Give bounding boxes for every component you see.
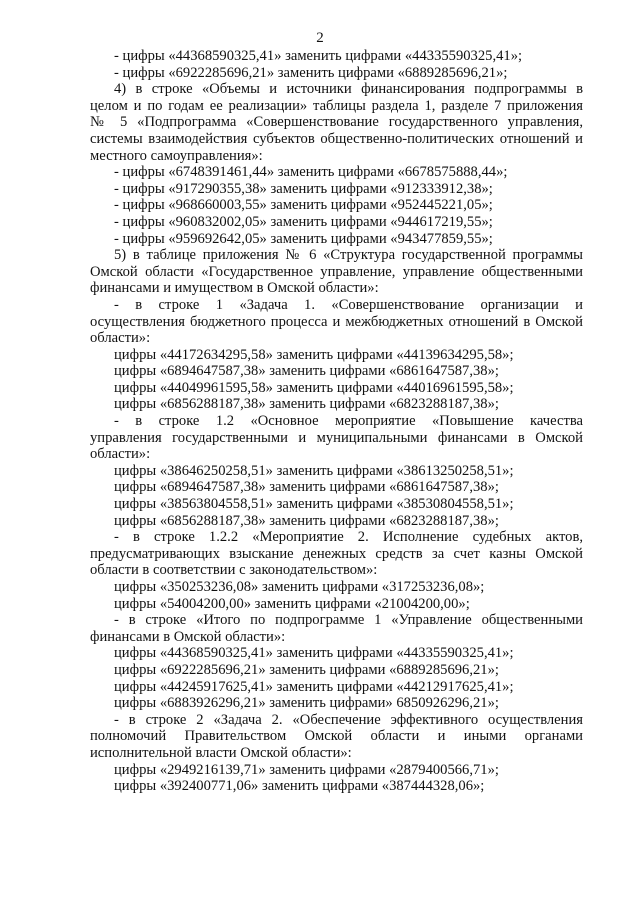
text-line: финансами и имуществом в Омской области»: bbox=[90, 280, 379, 297]
text-line: цифры «392400771,06» заменить цифрами «387444328,06»; bbox=[114, 778, 485, 795]
document-body bbox=[90, 48, 583, 795]
text-line: цифры «38563804558,51» заменить цифрами «38530804558,51»; bbox=[114, 496, 514, 513]
text-line: целом и по годам ее реализации» таблицы раздела 1, разделе 7 приложения bbox=[90, 97, 583, 114]
text-line: цифры «44368590325,41» заменить цифрами «44335590325,41»; bbox=[114, 645, 514, 662]
text-line: предусматривающих взыскание денежных средств за счет казны Омской bbox=[90, 545, 583, 562]
text-line: - цифры «917290355,38» заменить цифрами «912333912,38»; bbox=[114, 180, 493, 197]
text-line: цифры «6856288187,38» заменить цифрами «6823288187,38»; bbox=[114, 512, 499, 529]
text-line: - в строке 1 «Задача 1. «Совершенствование организации и bbox=[114, 296, 583, 313]
text-line: цифры «6894647587,38» заменить цифрами «6861647587,38»; bbox=[114, 363, 499, 380]
text-line: № 5 «Подпрограмма «Совершенствование государственного управления, bbox=[90, 114, 583, 131]
text-line: - цифры «6748391461,44» заменить цифрами «6678575888,44»; bbox=[114, 164, 508, 181]
text-line: осуществления бюджетного процесса и межбюджетных отношений в Омской bbox=[90, 313, 583, 330]
text-line: цифры «6894647587,38» заменить цифрами «6861647587,38»; bbox=[114, 479, 499, 496]
text-line: - цифры «6922285696,21» заменить цифрами «6889285696,21»; bbox=[114, 64, 508, 81]
text-line: цифры «38646250258,51» заменить цифрами «38613250258,51»; bbox=[114, 462, 514, 479]
text-line: Омской области «Государственное управление, управление общественными bbox=[90, 263, 583, 280]
text-line: - в строке 1.2.2 «Мероприятие 2. Исполнение судебных актов, bbox=[114, 529, 583, 546]
text-line: цифры «44049961595,58» заменить цифрами «44016961595,58»; bbox=[114, 379, 514, 396]
text-line: полномочий Правительством Омской области и иными органами bbox=[90, 728, 583, 745]
text-line: области»: bbox=[90, 330, 151, 347]
text-line: финансами в Омской области»: bbox=[90, 628, 286, 645]
text-line: цифры «44245917625,41» заменить цифрами «44212917625,41»; bbox=[114, 678, 514, 695]
text-line: 4) в строке «Объемы и источники финансирования подпрограммы в bbox=[114, 81, 583, 98]
text-line: цифры «2949216139,71» заменить цифрами «2879400566,71»; bbox=[114, 761, 499, 778]
page-number: 2 bbox=[316, 30, 324, 46]
text-line: области»: bbox=[90, 446, 151, 463]
text-line: - цифры «960832002,05» заменить цифрами «944617219,55»; bbox=[114, 213, 493, 230]
text-line: - в строке 2 «Задача 2. «Обеспечение эффективного осуществления bbox=[114, 711, 583, 728]
text-line: исполнительной власти Омской области»: bbox=[90, 744, 352, 761]
text-line: цифры «6856288187,38» заменить цифрами «6823288187,38»; bbox=[114, 396, 499, 413]
text-line: управления государственными и муниципальными финансами в Омской bbox=[90, 429, 583, 446]
text-line: области в соответствии с законодательством»: bbox=[90, 562, 378, 579]
text-line: - цифры «968660003,55» заменить цифрами «952445221,05»; bbox=[114, 197, 493, 214]
text-line: цифры «44172634295,58» заменить цифрами «44139634295,58»; bbox=[114, 346, 514, 363]
text-line: - в строке 1.2 «Основное мероприятие «Повышение качества bbox=[114, 413, 583, 430]
text-line: системы взаимодействия субъектов общественно-политических отношений и bbox=[90, 130, 583, 147]
text-line: местного самоуправления»: bbox=[90, 147, 263, 164]
text-line: 5) в таблице приложения № 6 «Структура государственной программы bbox=[114, 247, 583, 264]
text-line: - в строке «Итого по подпрограмме 1 «Управление общественными bbox=[114, 612, 583, 629]
text-line: цифры «54004200,00» заменить цифрами «21004200,00»; bbox=[114, 595, 470, 612]
text-line: цифры «350253236,08» заменить цифрами «317253236,08»; bbox=[114, 579, 485, 595]
text-line: цифры «6922285696,21» заменить цифрами «6889285696,21»; bbox=[114, 661, 499, 678]
text-line: - цифры «959692642,05» заменить цифрами «943477859,55»; bbox=[114, 230, 493, 247]
text-line: цифры «6883926296,21» заменить цифрами» 6850926296,21»; bbox=[114, 695, 499, 712]
text-line: - цифры «44368590325,41» заменить цифрами «44335590325,41»; bbox=[114, 48, 523, 64]
